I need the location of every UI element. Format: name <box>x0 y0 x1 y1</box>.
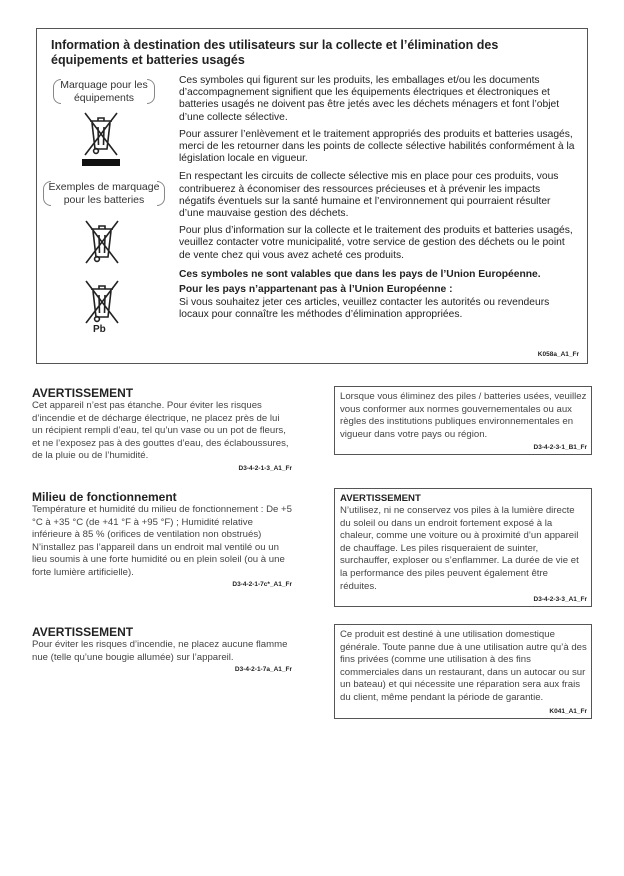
weee-info-box <box>36 28 588 364</box>
battery-disposal-box <box>334 386 592 455</box>
section-code: K041_A1_Fr <box>549 707 587 715</box>
bin-underline-bar <box>82 159 120 166</box>
weee-paragraph: Ces symboles qui figurent sur les produits, les emballages et/ou les documents d’accompagnement signifient que les équipements électriques et électroniques et batteries usagés ne doivent pas être jetés avec les déchets ménagers et font l’objet d’une collecte sélective. <box>179 75 560 123</box>
non-eu-paragraph: Si vous souhaitez jeter ces articles, veuillez contacter les autorités ou revendeurs locaux pour connaître les méthodes d’élimination appropriées. <box>179 296 550 321</box>
section-code: D3-4-2-1-7c*_A1_Fr <box>232 581 292 588</box>
weee-code: K058a_A1_Fr <box>537 351 579 358</box>
section-title: AVERTISSEMENT <box>32 386 134 400</box>
section-code: D3-4-2-3-3_A1_Fr <box>533 596 587 604</box>
section-title: AVERTISSEMENT <box>32 625 134 639</box>
section-title: AVERTISSEMENT <box>340 493 421 504</box>
non-eu-heading: Pour les pays n’appartenant pas à l’Union Européenne : <box>179 283 453 295</box>
weee-title: Information à destination des utilisateurs sur la collecte et l’élimination des équipements et batteries usagés <box>51 38 499 67</box>
pb-symbol: Pb <box>93 324 106 335</box>
section-body: Lorsque vous éliminez des piles / batteries usées, veuillez vous conformer aux normes gouvernementales ou aux règles des institutions publiques environnementales en vigueur dans votre pays ou région. <box>340 391 587 440</box>
weee-paragraph: En respectant les circuits de collecte sélective mis en place pour ces produits, vous contribuerez à économiser des ressources précieuses et à prévenir les impacts négatifs éventuels sur la santé humaine et l’environnement qui pourraient résulter d’une mauvaise gestion des déchets. <box>179 171 559 220</box>
crossed-bin-pb-icon <box>82 277 122 327</box>
section-body: N’installez pas l’appareil dans un endroit mal ventilé ou un lieu soumis à une forte humidité ou en plein soleil (ou à une forte lumière artificielle). <box>32 541 285 578</box>
section-body: Cet appareil n’est pas étanche. Pour éviter les risques d’incendie et de décharge électrique, ne placez près de lui un récipient rempli d’eau, tel qu’un vase ou un pot de fleurs, et ne l’exposez pas à des gouttes d’eau, des éclaboussures, de la pluie ou de l’humidité. <box>32 400 289 461</box>
eu-only-notice: Ces symboles ne sont valables que dans les pays de l’Union Européenne. <box>179 268 541 280</box>
warning-water-section <box>32 386 292 472</box>
section-body: Température et humidité du milieu de fonctionnement : De +5 °C à +35 °C (de +41 °F à +95 °F) ; Humidité relative inférieure à 85 % (orifices de ventilation non obstrués) <box>32 504 292 540</box>
warning-flame-section <box>32 625 292 673</box>
section-body: Ce produit est destiné à une utilisation domestique générale. Toute panne due à une utilisation autre qu’à des fins privées (comme une utilisation à des fins commerciales dans un restaurant, dans un autocar ou sur un bateau) et qui nécessite une réparation sera aux frais du client, même pendant la période de garantie. <box>340 629 587 703</box>
equipment-marking-label: Marquage pour les équipements <box>57 79 151 104</box>
section-body: Pour éviter les risques d’incendie, ne placez aucune flamme nue (telle qu’une bougie allumée) sur l’appareil. <box>32 639 288 663</box>
section-code: D3-4-2-1-7a_A1_Fr <box>234 666 292 673</box>
crossed-bin-battery-icon <box>82 217 122 267</box>
battery-warning-box <box>334 488 592 607</box>
domestic-use-box <box>334 624 592 719</box>
section-body: N’utilisez, ni ne conservez vos piles à la lumière directe du soleil ou dans un endroit fortement exposé à la chaleur, comme une voiture ou à proximité d’un appareil de chauffage. Les piles risqueraient de suinter, surchauffer, exploser ou s’enflammer. La durée de vie et la performance des piles peuvent également être réduites. <box>340 505 579 592</box>
section-title: Milieu de fonctionnement <box>32 490 177 504</box>
section-code: D3-4-2-1-3_A1_Fr <box>238 464 292 472</box>
weee-paragraph: Pour assurer l’enlèvement et le traitement appropriés des produits et batteries usagés, merci de les retourner dans les points de collecte sélective habilités conformément à la législation locale en vigueur. <box>179 128 575 165</box>
operating-environment-section <box>32 490 292 588</box>
battery-marking-label: Exemples de marquage pour les batteries <box>47 181 161 206</box>
weee-text-block <box>179 75 577 321</box>
crossed-bin-icon <box>81 109 121 159</box>
section-code: D3-4-2-3-1_B1_Fr <box>533 444 587 452</box>
weee-paragraph: Pour plus d’information sur la collecte et le traitement des produits et batteries usagés, veuillez contacter votre municipalité, votre service de gestion des déchets ou le point de vente chez qui vous avez acheté ces produits. <box>179 225 573 261</box>
